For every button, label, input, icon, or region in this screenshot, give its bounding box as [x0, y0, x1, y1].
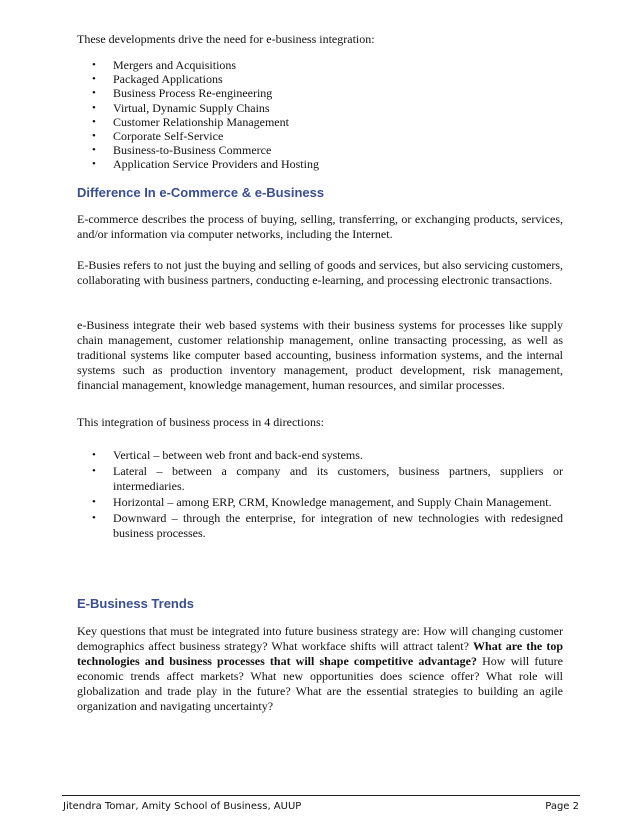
paragraph-trends: [77, 624, 563, 714]
section-heading-trends: E-Business Trends: [77, 596, 195, 611]
intro-text: These developments drive the need for e-business integration:: [77, 32, 375, 46]
directions-list: [77, 448, 563, 542]
trends-text-end: How will future economic trends affect markets? What new opportunities does science offer? What role will globalization and trade play in the future? What are the essential strategies to building an agile organization and navigating uncertainty?: [77, 654, 563, 713]
list-item: • Mergers and Acquisitions: [77, 58, 563, 72]
trends-text-start: Key questions that must be integrated into future business strategy are: How will changing customer demographics affect business strategy? What workface shifts will attract talent?: [77, 624, 563, 653]
footer-author: Jitendra Tomar, Amity School of Business, AUUP: [63, 801, 302, 812]
paragraph-directions-intro: This integration of business process in 4 directions:: [77, 415, 324, 429]
trends-text-bold: What are the top technologies and business processes that will shape competitive advantage?: [77, 639, 563, 668]
footer-divider: [62, 795, 580, 796]
list-item: • Business-to-Business Commerce: [77, 143, 563, 157]
list-item: • Downward – through the enterprise, for integration of new technologies with redesigned business processes.: [77, 511, 563, 541]
paragraph-ecommerce: E-commerce describes the process of buying, selling, transferring, or exchanging products, services, and/or information via computer networks, including the Internet.: [77, 212, 563, 241]
section-heading-difference: Difference In e-Commerce & e-Business: [77, 185, 325, 200]
integration-drivers-list: [77, 58, 563, 172]
list-item: • Corporate Self-Service: [77, 129, 563, 143]
list-item: • Customer Relationship Management: [77, 115, 563, 129]
list-item: • Packaged Applications: [77, 72, 563, 86]
list-item: • Vertical – between web front and back-end systems.: [77, 448, 563, 463]
list-item: • Lateral – between a company and its customers, business partners, suppliers or intermediaries.: [77, 464, 563, 494]
list-item: • Virtual, Dynamic Supply Chains: [77, 101, 563, 115]
page-number: Page 2: [545, 801, 579, 812]
list-item: • Business Process Re-engineering: [77, 86, 563, 100]
paragraph-integration-systems: e-Business integrate their web based systems with their business systems for processes like supply chain management, customer relationship management, online transacting processing, as well as traditional systems like computer based accounting, business information systems, and the internal systems such as production inventory management, product development, risk management, financial management, knowledge management, human resources, and similar processes.: [77, 318, 563, 392]
list-item: • Horizontal – among ERP, CRM, Knowledge management, and Supply Chain Management.: [77, 495, 563, 510]
paragraph-ebusiness: E-Busies refers to not just the buying and selling of goods and services, but also servicing customers, collaborating with business partners, conducting e-learning, and processing electronic transactions.: [77, 258, 563, 287]
list-item: • Application Service Providers and Hosting: [77, 157, 563, 171]
